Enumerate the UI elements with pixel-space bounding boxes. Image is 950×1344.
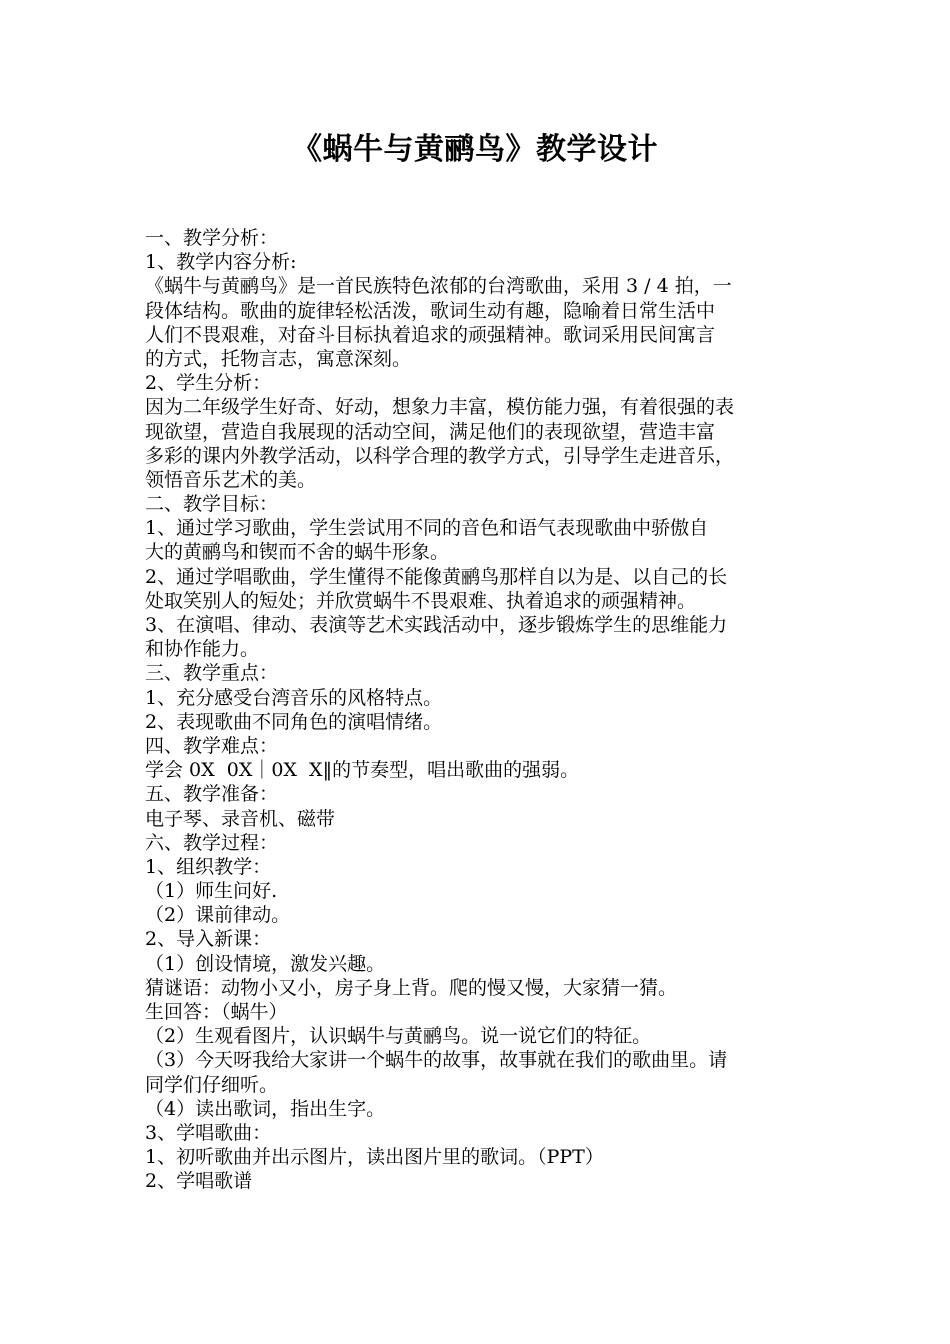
text-line: 2、学生分析： <box>145 372 272 395</box>
text-line: 1、充分感受台湾音乐的风格特点。 <box>145 686 443 709</box>
text-line: （2）生观看图片，认识蜗牛与黄鹂鸟。说一说它们的特征。 <box>145 1025 652 1048</box>
document-body <box>145 226 813 1194</box>
text-line: 领悟音乐艺术的美。 <box>145 468 317 491</box>
text-line: 《蜗牛与黄鹂鸟》是一首民族特色浓郁的台湾歌曲，采用 3 / 4 拍，一 <box>145 275 732 298</box>
text-line: 同学们仔细听。 <box>145 1073 279 1096</box>
text-line: 多彩的课内外教学活动，以科学合理的教学方式，引导学生走进音乐， <box>145 444 735 467</box>
text-line: 四、教学难点： <box>145 734 279 757</box>
text-line: 生回答：（蜗牛） <box>145 1001 288 1023</box>
text-line: 五、教学准备： <box>145 783 279 806</box>
text-line: 2、表现歌曲不同角色的演唱情绪。 <box>145 710 443 733</box>
text-line: 和协作能力。 <box>145 638 260 661</box>
document-title: 《蜗牛与黄鹂鸟》教学设计 <box>292 132 658 167</box>
text-line: 1、教学内容分析: <box>145 251 297 274</box>
text-line: 处取笑别人的短处；并欣赏蜗牛不畏艰难、执着追求的顽强精神。 <box>145 589 697 612</box>
text-line: 2、学唱歌谱 <box>145 1170 253 1193</box>
text-line: 3、学唱歌曲： <box>145 1121 272 1144</box>
text-line: 六、教学过程： <box>145 831 279 854</box>
text-line: 大的黄鹂鸟和锲而不舍的蜗牛形象。 <box>145 541 450 564</box>
text-line: 一、教学分析： <box>145 227 279 249</box>
text-line: 2、通过学唱歌曲，学生懂得不能像黄鹂鸟那样自以为是、以自己的长 <box>145 565 728 588</box>
text-line: 人们不畏艰难，对奋斗目标执着追求的顽强精神。歌词采用民间寓言 <box>145 323 716 346</box>
text-line: 3、在演唱、律动、表演等艺术实践活动中，逐步锻炼学生的思维能力 <box>145 614 728 636</box>
text-line: 段体结构。歌曲的旋律轻松活泼，歌词生动有趣，隐喻着日常生活中 <box>145 299 716 322</box>
text-line: （3）今天呀我给大家讲一个蜗牛的故事，故事就在我们的歌曲里。请 <box>145 1049 728 1072</box>
text-line: （2）课前律动。 <box>145 904 291 927</box>
text-line: 电子琴、录音机、磁带 <box>145 807 336 830</box>
text-line: 1、通过学习歌曲，学生尝试用不同的音色和语气表现歌曲中骄傲自 <box>145 517 709 540</box>
text-line: 猜谜语：动物小又小，房子身上背。爬的慢又慢，大家猜一猜。 <box>145 976 678 999</box>
text-line: （1）创设情境，激发兴趣。 <box>145 952 386 975</box>
text-line: 三、教学重点： <box>145 662 279 685</box>
text-line: 1、组织教学： <box>145 855 272 878</box>
text-line: 2、导入新课： <box>145 928 272 951</box>
text-line: 的方式，托物言志，寓意深刻。 <box>145 347 412 370</box>
text-line: 1、初听歌曲并出示图片，读出图片里的歌词。（PPT） <box>145 1146 604 1169</box>
text-line: （1）师生问好. <box>145 880 278 903</box>
text-line: （4）读出歌词，指出生字。 <box>145 1097 386 1120</box>
text-line: 二、教学目标： <box>145 493 279 516</box>
text-line: 现欲望，营造自我展现的活动空间，满足他们的表现欲望，营造丰富 <box>145 420 716 443</box>
text-line: 学会 0X 0X｜0X X‖的节奏型，唱出歌曲的强弱。 <box>145 759 580 782</box>
text-line: 因为二年级学生好奇、好动，想象力丰富，模仿能力强，有着很强的表 <box>145 396 735 419</box>
